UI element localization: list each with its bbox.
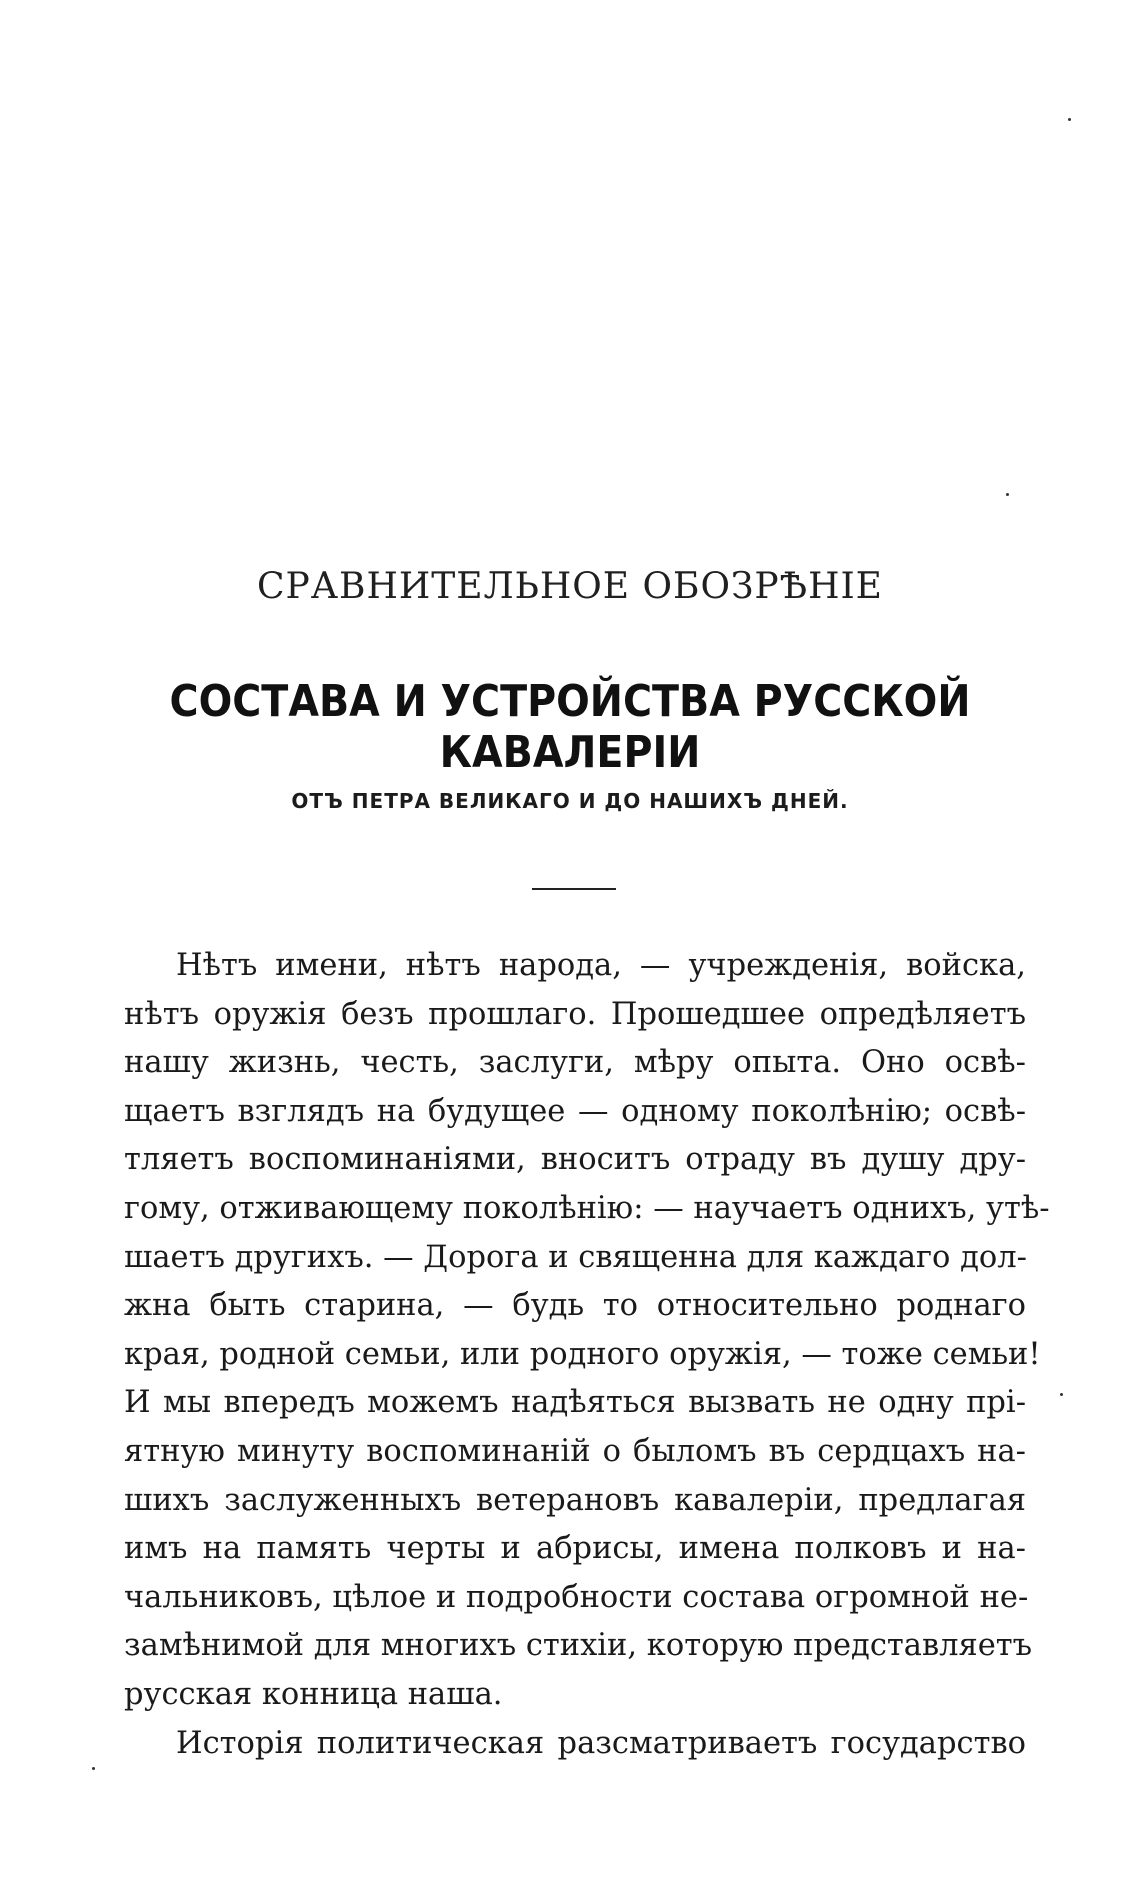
body-line: щаетъ взглядъ на будущее — одному поколѣнію; освѣ- [124,1093,1026,1129]
scan-speck [1006,493,1009,496]
title-line-3: ОТЪ ПЕТРА ВЕЛИКАГО И ДО НАШИХЪ ДНЕЙ. [291,789,849,813]
title-line-2: СОСТАВА И УСТРОЙСТВА РУССКОЙ КАВАЛЕРІИ [169,676,971,778]
body-line: нашу жизнь, честь, заслуги, мѣру опыта. Оно освѣ- [124,1045,1026,1081]
body-line: жна быть старина, — будь то относительно роднаго [124,1288,1026,1324]
body-line: чальниковъ, цѣлое и подробности состава огромной не- [124,1579,1029,1615]
body-line: И мы впередъ можемъ надѣяться вызвать не одну прі- [124,1385,1026,1421]
body-line: шаетъ другихъ. — Дорога и священна для каждаго дол- [124,1239,1027,1275]
body-line: ятную минуту воспоминаній о быломъ въ сердцахъ на- [124,1433,1026,1469]
scan-speck [1068,118,1071,121]
body-line: Исторія политическая разсматриваетъ государство [176,1725,1026,1761]
body-line: тляетъ воспоминаніями, вноситъ отраду въ душу дру- [124,1142,1026,1178]
body-line: нѣтъ оружія безъ прошлаго. Прошедшее опредѣляетъ [124,996,1026,1032]
body-line: шихъ заслуженныхъ ветерановъ кавалеріи, предлагая [124,1482,1026,1518]
body-text [124,942,1050,1768]
body-line: русская конница наша. [124,1676,503,1712]
body-line: имъ на память черты и абрисы, имена полковъ и на- [124,1531,1026,1567]
body-line: Нѣтъ имени, нѣтъ народа, — учрежденія, войска, [176,948,1026,983]
scan-speck [1060,1393,1063,1396]
section-divider [532,888,616,890]
title-line-1: СРАВНИТЕЛЬНОЕ ОБОЗРѢНІЕ [257,566,883,607]
scan-speck [92,1767,95,1770]
body-line: замѣнимой для многихъ стихіи, которую представляетъ [124,1628,1033,1664]
body-line: края, родной семьи, или родного оружія, — тоже семьи! [124,1336,1041,1372]
body-line: гому, отживающему поколѣнію: — научаетъ однихъ, утѣ- [124,1190,1050,1226]
